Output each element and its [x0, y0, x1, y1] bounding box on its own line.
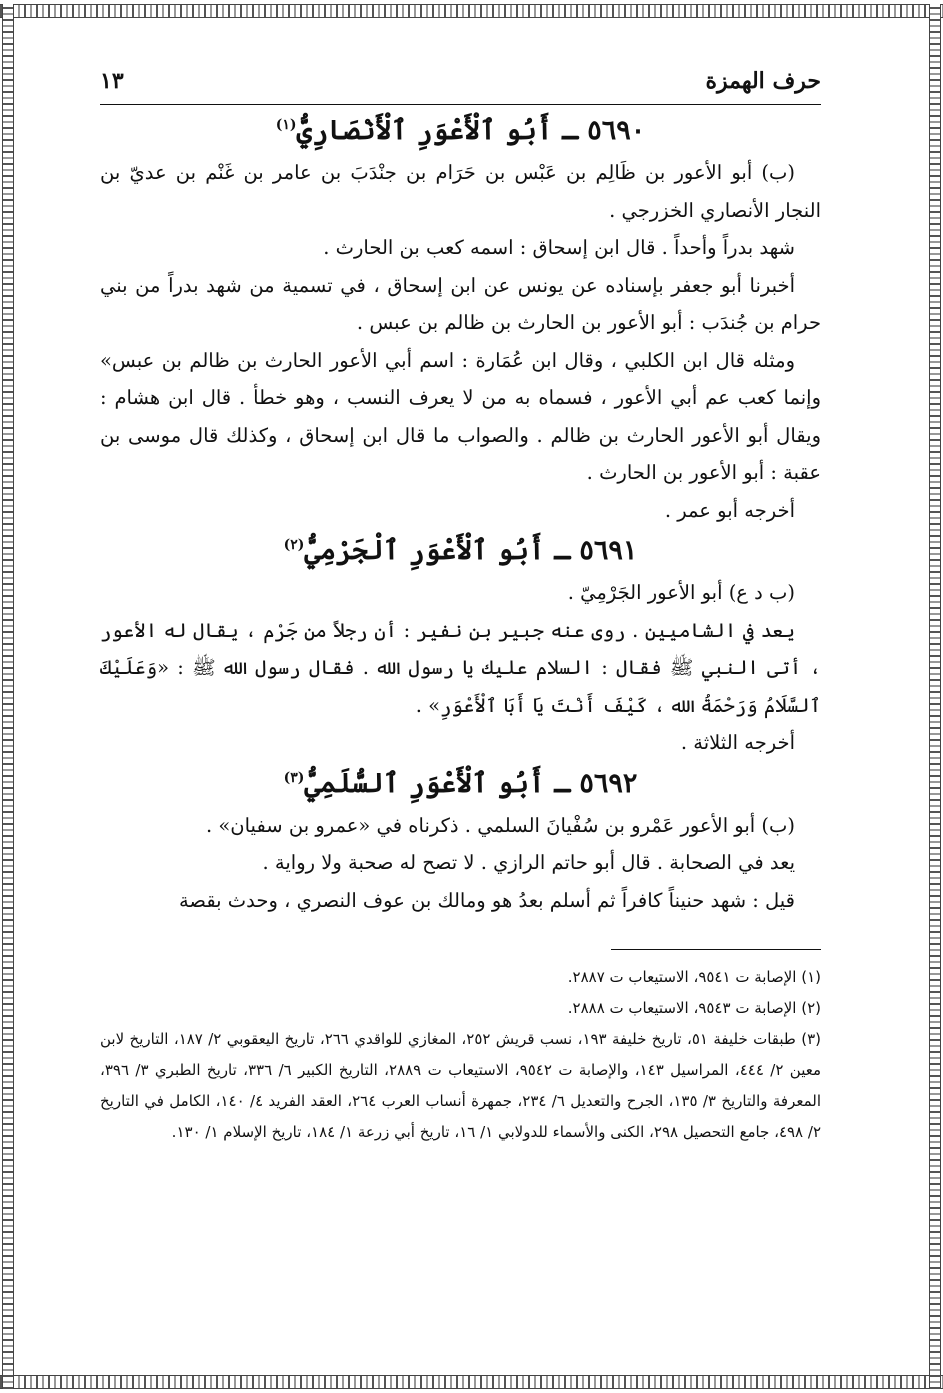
- page-body: [100, 68, 821, 1353]
- paragraph: (ب) أبو الأعور عَمْرو بن سُفْيانَ السلمي . ذكرناه في «عمرو بن سفيان» .: [205, 813, 795, 837]
- entry-title: ٥٦٩٢ ـ أَبُو ٱلْأَعْوَرِ ٱلسُّلَمِيُّ$^{(٣)}$: [283, 767, 638, 799]
- entry-title: ٥٦٩٠ ـ أَبُو ٱلْأَعْوَرِ ٱلْأَنْصَارِيُّ$^{(١)}$: [275, 115, 646, 146]
- paragraph: (ب) أبو الأعور بن ظَالِم بن عَبْس بن حَرَام بن جنْدَبَ بن عامر بن غَنْم بن عديّ بن النجار الأنصاري الخزرجي .: [100, 161, 821, 222]
- page-border-bottom: [0, 1375, 943, 1389]
- footnote-ref[interactable]: (٣): [283, 769, 305, 786]
- paragraph: (ب د ع) أبو الأعور الجَرْمِيّ .: [567, 581, 795, 604]
- paragraph: ومثله قال ابن الكلبي ، وقال ابن عُمَارة : اسم أبي الأعور الحارث بن ظالم بن عبس» وإنما كعب عم أبي الأعور ، فسماه به من لا يعرف النسب ، وهو خطأ . قال ابن هشام : ويقال أبو الأعور الحارث بن ظالم . والصواب ما قال ابن إسحاق ، وكذلك قال موسى بن عقبة : أبو الأعور بن الحارث .: [100, 348, 821, 484]
- page-border-left: [2, 4, 14, 1389]
- footnote-ref[interactable]: (٢): [283, 537, 305, 553]
- entry-5692: [100, 768, 821, 920]
- paragraph: أخرجه الثلاثة .: [680, 731, 795, 754]
- page-number: ١٣: [100, 68, 124, 94]
- paragraph: شهد بدراً وأحداً . قال ابن إسحاق : اسمه كعب بن الحارث .: [323, 236, 795, 259]
- footnote: (٣) طبقات خليفة ٥١، تاريخ خليفة ١٩٣، نسب قريش ٢٥٢، المغازي للواقدي ٢٦٦، تاريخ اليعقوبي ٢/ ١٨٧، التاريخ لابن معين ٢/ ٤٤٤، المراسيل ١٤٣، والإصابة ت ٩٥٤٢، الاستيعاب ت ٢٨٨٩، التاريخ الكبير ٦/ ٣٣٦، تاريخ الطبري ٣/ ٣٩٦، المعرفة والتاريخ ٣/ ١٣٥، الجرح والتعديل ٦/ ٢٣٤، جمهرة أنساب العرب ٢٦٤، العقد الفريد ٤/ ١٤٠، الكامل في التاريخ ٢/ ٤٩٨، جامع التحصيل ٢٩٨، الكنى والأسماء للدولابي ١/ ١٦، تاريخ أبي زرعة ١/ ١٨٤، تاريخ الإسلام ١/ ١٣٠.: [100, 1030, 822, 1141]
- paragraph: قيل : شهد حنيناً كافراً ثم أسلم بعدُ هو ومالك بن عوف النصري ، وحدث بقصة: [178, 888, 795, 912]
- chapter-title: حرف الهمزة: [705, 68, 821, 94]
- footnote: (١) الإصابة ت ٩٥٤١، الاستيعاب ت ٢٨٨٧.: [567, 968, 821, 986]
- running-header: [100, 68, 821, 105]
- paragraph: أخرجه أبو عمر .: [664, 498, 795, 522]
- entry-title: ٥٦٩١ ـ أَبُو ٱلْأَعْوَرِ ٱلْجَرْمِيُّ$^{(٢)}$: [283, 535, 638, 566]
- footnote-divider: [611, 949, 821, 950]
- paragraph: يعد في الشاميين . روى عنه جبير بن نفير : أن رجلاً من جَرْم ، يقال له الأعور ، أتى النبي ﷺ فقال : السلام عليك يا رسول الله . فقال رسول الله ﷺ : «وَعَلَيْكَ ٱلسَّلَامُ وَرَحْمَةُ الله ، كَيْفَ أَنْتَ يَا أَبَا ٱلْأَعْوَرِ» .: [100, 618, 821, 717]
- entry-5691: [100, 535, 821, 762]
- footnotes: [100, 962, 821, 1148]
- footnote: (٢) الإصابة ت ٩٥٤٣، الاستيعاب ت ٢٨٨٨.: [567, 999, 821, 1017]
- paragraph: أخبرنا أبو جعفر بإسناده عن يونس عن ابن إسحاق ، في تسمية من شهد بدراً من بني حرام بن جُندَب : أبو الأعور بن الحارث بن ظالم بن عبس .: [100, 273, 821, 334]
- page-border-top: [0, 4, 943, 18]
- paragraph: يعد في الصحابة . قال أبو حاتم الرازي . لا تصح له صحبة ولا رواية .: [262, 851, 795, 874]
- entry-5690: [100, 115, 821, 529]
- page-border-right: [929, 4, 941, 1389]
- footnote-ref[interactable]: (١): [275, 117, 297, 133]
